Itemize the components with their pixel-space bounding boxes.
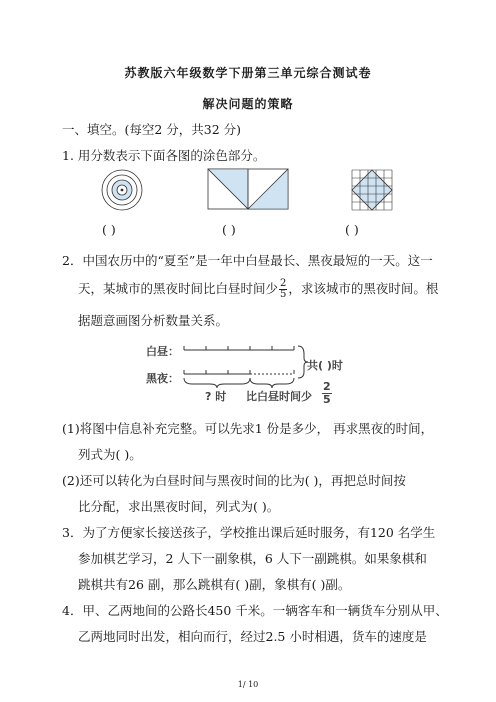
question-3-line-2: 参加棋艺学习，2 人下一副象棋，6 人下一副跳棋。如果象棋和 (78, 551, 427, 566)
question-2-sub-2-formula: 比分配，求出黑夜时间，列式为( )。 (78, 499, 280, 514)
diagram-fraction: 2 5 (323, 380, 331, 406)
triangles-rectangle-figure (207, 168, 289, 210)
answer-blank-2[interactable]: ( ) (222, 222, 236, 237)
document-subtitle: 解决问题的策略 (202, 97, 294, 111)
total-hours-label: 共( )时 (307, 359, 343, 372)
segment-diagram (180, 338, 310, 388)
grid-diamond-figure (350, 168, 394, 212)
question-2-line-3: 据题意画图分析数量关系。 (78, 313, 229, 328)
question-4-line-1: 4．甲、乙两地间的公路长450 千米。一辆客车和一辆货车分别从甲、 (62, 603, 448, 618)
answer-blank-3[interactable]: ( ) (345, 222, 359, 237)
day-label: 白昼： (146, 345, 179, 358)
question-2-sub-2: (2)还可以转化为白昼时间与黑夜时间的比为( )，再把总时间按 (62, 473, 406, 488)
concentric-circles-figure (94, 168, 150, 212)
page-number: 1/ 10 (237, 680, 259, 689)
section-heading: 一、填空。(每空2 分，共32 分) (62, 122, 242, 137)
question-2-sub-1: (1)将图中信息补充完整。可以先求1 份是多少， 再求黑夜的时间， (62, 421, 434, 436)
question-2-sub-1-formula: 列式为( )。 (78, 447, 142, 462)
night-label: 黑夜： (146, 372, 179, 385)
question-2-line-2: 天，某城市的黑夜时间比白昼时间少 $\frac{2}{5}$ ，求该城市的黑夜时间。根 (78, 278, 439, 300)
less-than-day-label: 比白昼时间少 (246, 390, 312, 403)
question-3-line-1: 3．为了方便家长接送孩子，学校推出课后延时服务，有120 名学生 (62, 525, 436, 540)
document-title: 苏教版六年级数学下册第三单元综合测试卷 (124, 66, 372, 80)
question-1-stem: 1. 用分数表示下面各图的涂色部分。 (62, 148, 266, 163)
question-3-line-3: 跳棋共有26 副，那么跳棋有( )副，象棋有( )副。 (78, 577, 351, 592)
fraction-two-fifths: $\frac{2}{5}$ (280, 278, 287, 300)
question-2-line-1: 2．中国农历中的“夏至”是一年中白昼最长、黑夜最短的一天。这一 (62, 253, 433, 268)
question-4-line-2: 乙两地同时出发，相向而行，经过2.5 小时相遇，货车的速度是 (78, 629, 427, 644)
answer-blank-1[interactable]: ( ) (102, 222, 116, 237)
unknown-hours-label: ? 时 (205, 390, 227, 403)
